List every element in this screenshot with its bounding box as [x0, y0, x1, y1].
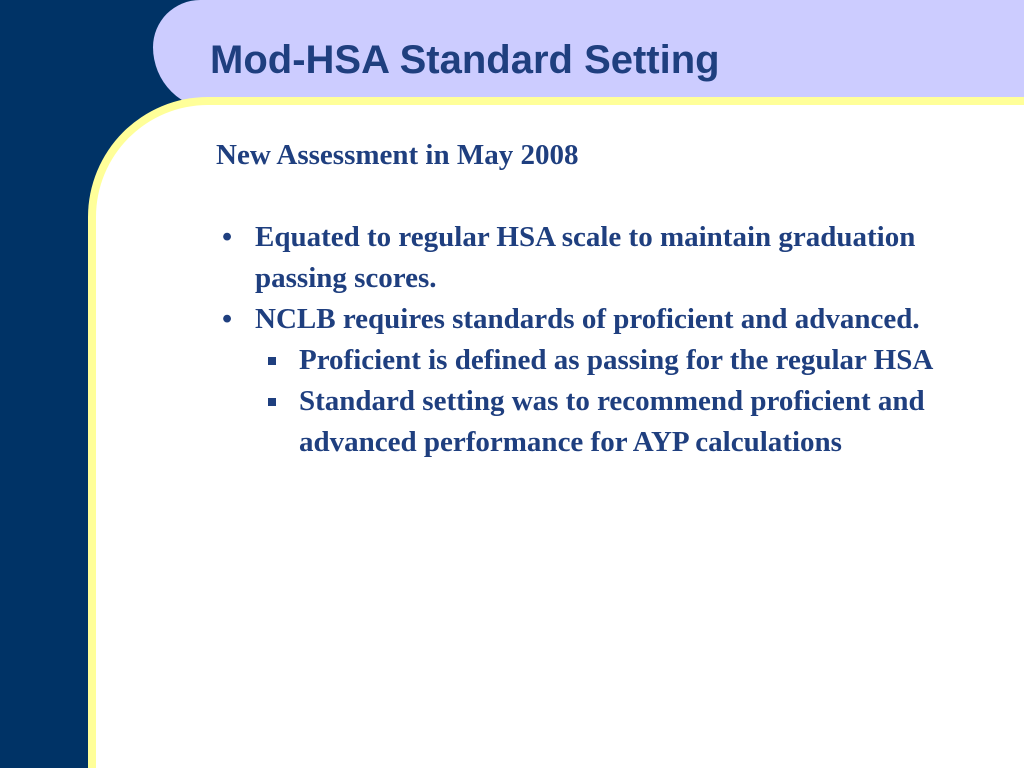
sub-bullet-text: Proficient is defined as passing for the regular HSA	[299, 344, 934, 376]
square-bullet-icon	[268, 357, 276, 365]
sub-bullet-list	[255, 340, 956, 463]
bullet-item	[216, 217, 956, 299]
sub-bullet-text: Standard setting was to recommend proficient and advanced performance for AYP calculations	[299, 385, 925, 458]
slide-title: Mod-HSA Standard Setting	[210, 38, 720, 82]
square-bullet-icon	[268, 398, 276, 406]
bullet-dot-icon: •	[222, 303, 233, 335]
content-heading: New Assessment in May 2008	[216, 139, 579, 171]
sub-bullet-item	[255, 340, 956, 381]
bullet-text: NCLB requires standards of proficient and advanced.	[255, 303, 920, 335]
bullet-text: Equated to regular HSA scale to maintain graduation passing scores.	[255, 221, 916, 294]
bullet-dot-icon: •	[222, 221, 233, 253]
slide-body	[216, 135, 956, 463]
bullet-list	[216, 217, 956, 463]
sub-bullet-item	[255, 381, 956, 463]
bullet-item	[216, 299, 956, 463]
